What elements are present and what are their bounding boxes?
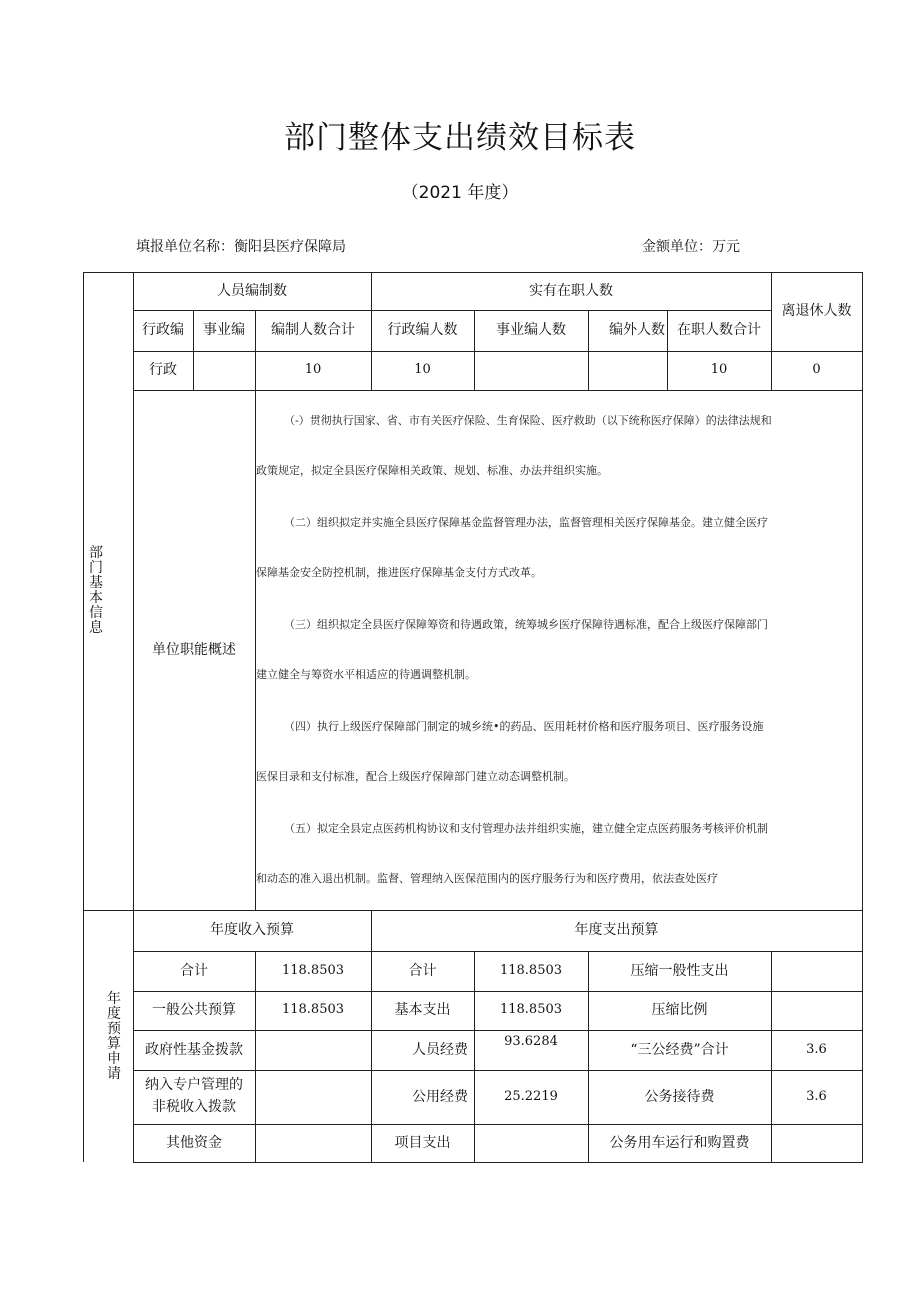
duty-item: （二）组织拟定并实施全县医疗保障基金监督管理办法，监督管理相关医疗保障基金。建立健全医疗 保障基金安全防控机制，推进医疗保障基金支付方式改革。 (256, 516, 768, 579)
budget-cell: 压缩一般性支出 (630, 962, 729, 979)
header-inst-count: 事业编人数 (496, 322, 566, 339)
header-inst-quota: 事业编 (203, 322, 245, 339)
row-inst-quota (193, 351, 255, 390)
budget-cell: 公务接待费 (644, 1088, 715, 1105)
row-inst-count (474, 351, 588, 390)
budget-cell: 118.8503 (499, 962, 563, 978)
header-extra-count: 编外人数 (609, 322, 665, 339)
budget-cell: 纳入专户管理的 非税收入拨款 (145, 1077, 243, 1115)
budget-cell: 压缩比例 (651, 1002, 708, 1019)
budget-cell: 政府性基金拨款 (145, 1041, 243, 1058)
row-quota-total: 10 (304, 362, 322, 378)
duties-text (256, 396, 862, 910)
budget-cell: 一般公共预算 (152, 1002, 236, 1019)
row-onjob-total: 10 (710, 362, 728, 378)
header-expense-budget: 年度支出预算 (574, 922, 659, 939)
budget-cell: 其他资金 (166, 1134, 222, 1151)
budget-cell: 基本支出 (394, 1002, 451, 1019)
header-staff-quota: 人员编制数 (217, 282, 287, 299)
row-type: 行政 (149, 362, 177, 379)
budget-cell: 118.8503 (499, 1002, 563, 1018)
budget-cell (255, 1124, 371, 1162)
budget-cell: 合计 (408, 962, 437, 979)
header-quota-total: 编制人数合计 (271, 322, 355, 339)
budget-cell (771, 951, 862, 991)
row-extra-count (588, 351, 667, 390)
page-title: 部门整体支出绩效目标表 (284, 120, 636, 156)
budget-cell: “三公经费”合计 (630, 1041, 729, 1058)
budget-cell: 合计 (180, 962, 208, 979)
budget-cell: 3.6 (806, 1088, 827, 1104)
duty-item: （五）拟定全县定点医药机构协议和支付管理办法并组织实施，建立健全定点医药服务考核评价机制 和动态的准入退出机制。监督、管理纳入医保范围内的医疗服务行为和医疗费用，依法查处医疗 (256, 822, 768, 885)
budget-cell (771, 1124, 862, 1162)
header-admin-count: 行政编人数 (387, 322, 458, 339)
budget-cell: 93.6284 (504, 1034, 558, 1049)
header-admin-quota: 行政编 (142, 322, 184, 339)
header-income-budget: 年度收入预算 (210, 922, 294, 939)
header-actual-staff: 实有在职人数 (529, 282, 613, 299)
budget-cell: 118.8503 (281, 1002, 345, 1018)
budget-cell (255, 1070, 371, 1124)
section-label-basic-info: 部 门 基 本 信 息 (89, 545, 103, 636)
duties-label: 单位职能概述 (152, 641, 236, 658)
duty-item: （-）贯彻执行国家、省、市有关医疗保险、生育保险、医疗救助（以下统称医疗保障）的法律法规和 政策规定，拟定全县医疗保障相关政策、规划、标准、办法并组织实施。 (256, 414, 772, 477)
budget-cell: 人员经费 (412, 1041, 468, 1058)
section-label-budget: 年 度 预 算 申 请 (107, 991, 121, 1082)
budget-cell: 公用经费 (412, 1088, 468, 1105)
header-retired: 离退休人数 (781, 303, 852, 320)
budget-cell: 公务用车运行和购置费 (609, 1134, 750, 1151)
row-admin-count: 10 (414, 362, 431, 378)
unit-name: 填报单位名称：衡阳县医疗保障局 (136, 239, 346, 255)
year-subtitle: （2021 年度） (401, 183, 519, 203)
duty-item: （三）组织拟定全县医疗保障筹资和待遇政策，统筹城乡医疗保障待遇标准，配合上级医疗保障部门 建立健全与筹资水平相适应的待遇调整机制。 (256, 618, 768, 681)
budget-cell (255, 1030, 371, 1070)
budget-cell (771, 991, 862, 1030)
duty-item: （四）执行上级医疗保障部门制定的城乡统•的药品、医用耗材价格和医疗服务项目、医疗服务设施 医保目录和支付标准，配合上级医疗保障部门建立动态调整机制。 (256, 720, 764, 783)
row-retired: 0 (812, 362, 821, 378)
amount-unit: 金额单位：万元 (642, 239, 740, 255)
budget-cell (474, 1124, 588, 1162)
budget-cell: 25.2219 (504, 1088, 558, 1104)
budget-cell: 118.8503 (281, 962, 345, 978)
budget-cell: 3.6 (806, 1041, 827, 1057)
budget-cell: 项目支出 (394, 1134, 451, 1151)
header-onjob-total: 在职人数合计 (677, 322, 761, 339)
